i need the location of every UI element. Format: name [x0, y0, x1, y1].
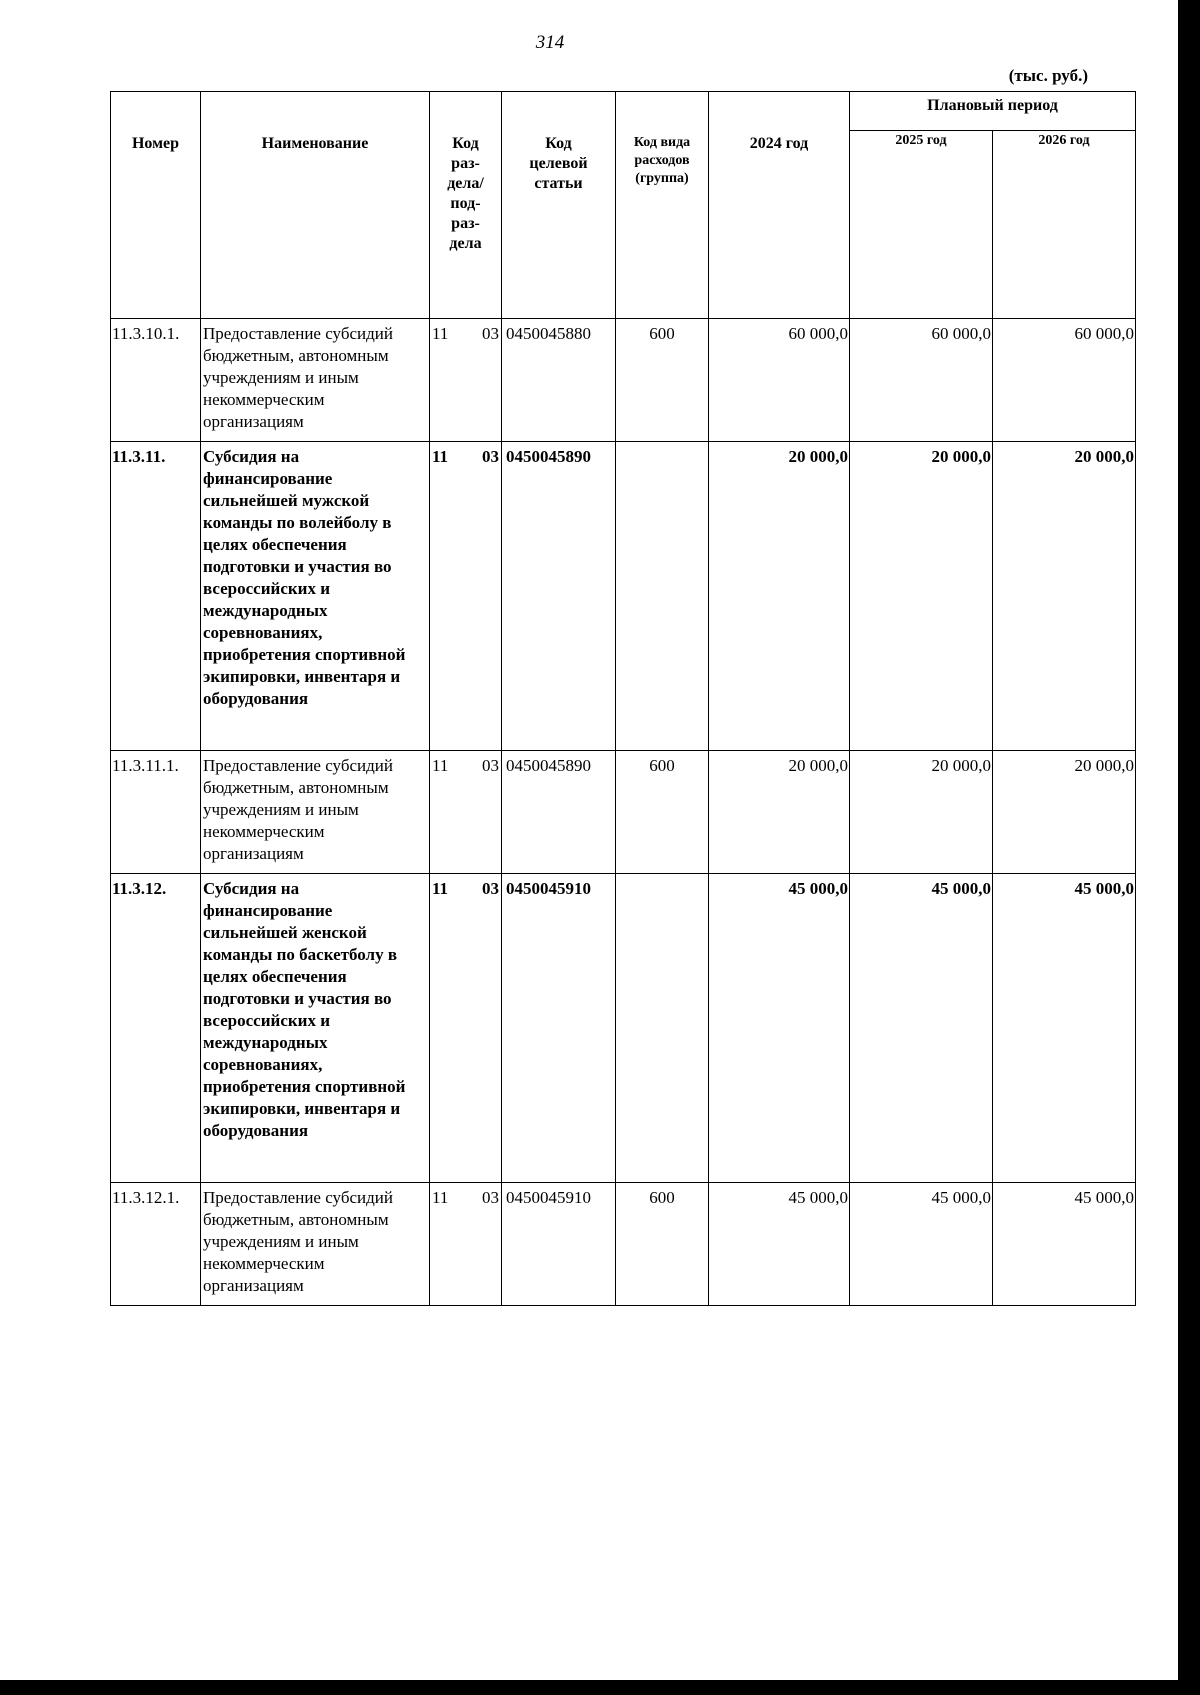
- cell-subsection-code: 03: [482, 324, 499, 343]
- cell-section: [430, 319, 502, 442]
- cell-2024: 20 000,0: [709, 442, 850, 751]
- cell-2026: 20 000,0: [993, 442, 1136, 751]
- header-expense-type: [616, 92, 709, 319]
- cell-number: 11.3.12.: [111, 874, 201, 1183]
- cell-2025: 45 000,0: [850, 874, 993, 1183]
- cell-expense-type: [616, 442, 709, 751]
- header-section-text: Код раз-дела/ под-раз-дела: [447, 135, 484, 252]
- table-row: [111, 751, 1136, 874]
- cell-2026: 45 000,0: [993, 1183, 1136, 1306]
- header-section: [430, 92, 502, 319]
- header-2026: 2026 год: [993, 131, 1136, 319]
- cell-2024: 20 000,0: [709, 751, 850, 874]
- cell-2026: 20 000,0: [993, 751, 1136, 874]
- cell-subsection-code: 03: [482, 879, 499, 898]
- cell-name: Предоставление субсидий бюджетным, автономным учреждениям и иным некоммерческим организациям: [201, 319, 430, 442]
- table-row: [111, 874, 1136, 1183]
- table-row: [111, 1183, 1136, 1306]
- cell-number: 11.3.10.1.: [111, 319, 201, 442]
- cell-number: 11.3.12.1.: [111, 1183, 201, 1306]
- cell-expense-type: [616, 874, 709, 1183]
- cell-section-code: 11: [432, 324, 449, 343]
- cell-2026: 45 000,0: [993, 874, 1136, 1183]
- table-row: [111, 319, 1136, 442]
- cell-expense-type: 600: [616, 319, 709, 442]
- cell-section: [430, 751, 502, 874]
- header-planned-period: Плановый период: [850, 92, 1136, 131]
- header-target: [502, 92, 616, 319]
- cell-expense-type: 600: [616, 751, 709, 874]
- cell-name: Субсидия на финансирование сильнейшей мужской команды по волейболу в целях обеспечения подготовки и участия во всероссийских и международных соревнованиях, приобретения спортивной экипировки, инвентаря и оборудования: [201, 442, 430, 751]
- cell-2025: 45 000,0: [850, 1183, 993, 1306]
- cell-section: [430, 442, 502, 751]
- cell-2025: 20 000,0: [850, 442, 993, 751]
- cell-2024: 45 000,0: [709, 1183, 850, 1306]
- header-2025: 2025 год: [850, 131, 993, 319]
- cell-number: 11.3.11.1.: [111, 751, 201, 874]
- cell-name: Субсидия на финансирование сильнейшей женской команды по баскетболу в целях обеспечения подготовки и участия во всероссийских и международных соревнованиях, приобретения спортивной экипировки, инвентаря и оборудования: [201, 874, 430, 1183]
- cell-section-code: 11: [432, 447, 449, 466]
- cell-2025: 60 000,0: [850, 319, 993, 442]
- units-label: (тыс. руб.): [1008, 66, 1088, 85]
- cell-section-code: 11: [432, 1188, 449, 1207]
- cell-number: 11.3.11.: [111, 442, 201, 751]
- cell-expense-type: 600: [616, 1183, 709, 1306]
- cell-subsection-code: 03: [482, 1188, 499, 1207]
- cell-target: 0450045910: [502, 1183, 616, 1306]
- cell-2024: 60 000,0: [709, 319, 850, 442]
- header-name: Наименование: [201, 92, 430, 319]
- cell-section: [430, 874, 502, 1183]
- header-2024: 2024 год: [709, 92, 850, 319]
- table-row: [111, 442, 1136, 751]
- cell-2025: 20 000,0: [850, 751, 993, 874]
- header-target-text: Код целевой статьи: [529, 135, 588, 192]
- cell-target: 0450045910: [502, 874, 616, 1183]
- cell-subsection-code: 03: [482, 447, 499, 466]
- budget-table: [110, 91, 1136, 1306]
- cell-section-code: 11: [432, 879, 449, 898]
- scan-edge-right: [1178, 0, 1200, 1695]
- header-number: Номер: [111, 92, 201, 319]
- cell-section: [430, 1183, 502, 1306]
- cell-2026: 60 000,0: [993, 319, 1136, 442]
- cell-section-code: 11: [432, 756, 449, 775]
- cell-name: Предоставление субсидий бюджетным, автономным учреждениям и иным некоммерческим организациям: [201, 751, 430, 874]
- page-number: 314: [535, 32, 565, 53]
- scan-edge-bottom: [0, 1680, 1200, 1695]
- cell-target: 0450045890: [502, 751, 616, 874]
- cell-2024: 45 000,0: [709, 874, 850, 1183]
- header-expense-type-text: Код вида расходов (группа): [633, 135, 691, 186]
- cell-subsection-code: 03: [482, 756, 499, 775]
- cell-target: 0450045880: [502, 319, 616, 442]
- cell-name: Предоставление субсидий бюджетным, автономным учреждениям и иным некоммерческим организациям: [201, 1183, 430, 1306]
- cell-target: 0450045890: [502, 442, 616, 751]
